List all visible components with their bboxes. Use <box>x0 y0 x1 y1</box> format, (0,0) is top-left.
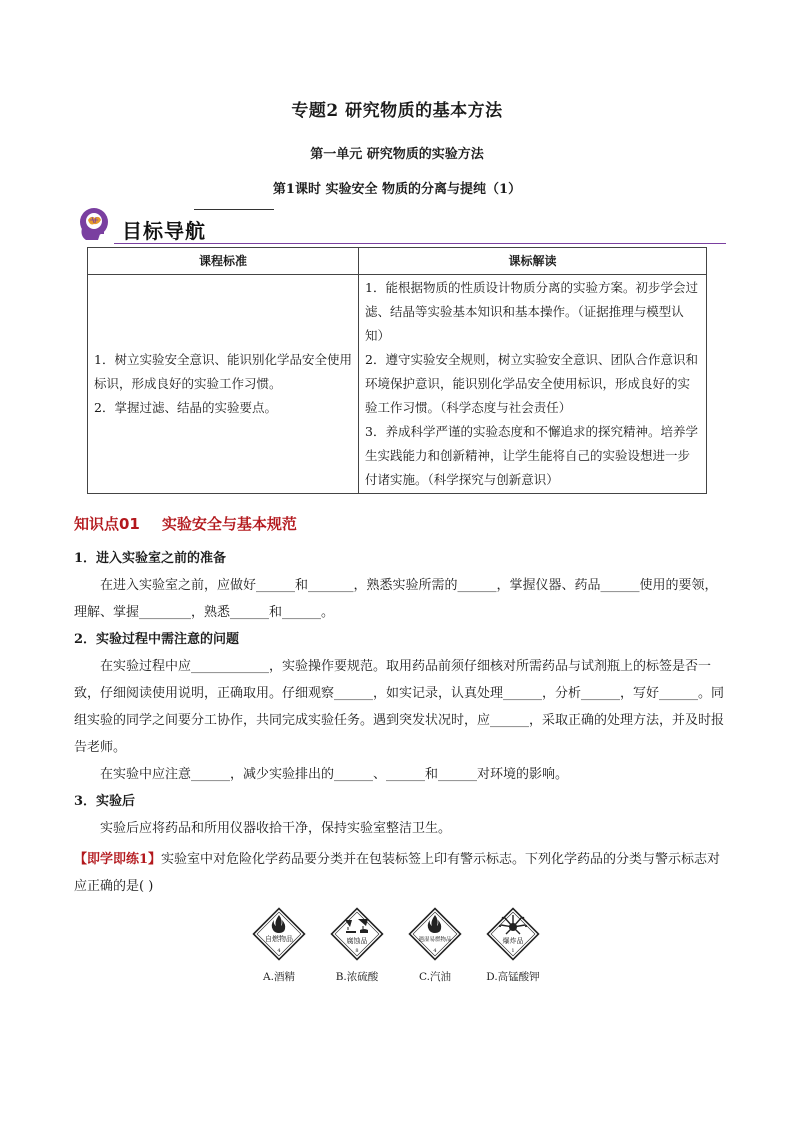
hazard-sign-label: 遇湿易燃物品 <box>418 937 452 943</box>
nav-top-rule <box>194 209 274 210</box>
target-navigation-header <box>74 202 724 246</box>
hazard-sign-label: 爆炸品 <box>502 937 524 945</box>
hazard-sign-b <box>326 905 388 984</box>
hazard-sign-a <box>248 905 310 984</box>
exercise-question: 实验室中对危险化学药品要分类并在包装标签上印有警示标志。下列化学药品的分类与警示标志对应正确的是( ) <box>74 852 721 894</box>
option-caption: A.酒精 <box>263 971 295 983</box>
knowledge-point-title: 实验安全与基本规范 <box>161 515 297 533</box>
hazard-sign-c <box>404 905 466 984</box>
option-caption: C.汽油 <box>419 971 451 983</box>
section-paragraph: 在实验中应注意______，减少实验排出的______、______和______对环境的影响。 <box>100 767 569 782</box>
nav-title: 目标导航 <box>122 219 206 243</box>
interpretation-item: 2．遵守实验安全规则，树立实验安全意识、团队合作意识和环境保护意识，能识别化学品安全使用标识，形成良好的实验工作习惯。（科学态度与社会责任） <box>365 352 698 415</box>
goals-header-interpretation: 课标解读 <box>359 248 707 275</box>
standard-item: 1．树立实验安全意识、能识别化学品安全使用标识，形成良好的实验工作习惯。 <box>94 352 352 391</box>
section-title: 3．实验后 <box>74 794 136 809</box>
hazard-class-number: 1 <box>511 948 515 954</box>
lesson-title: 第1课时 实验安全 物质的分离与提纯（1） <box>272 182 522 197</box>
interpretation-item: 1．能根据物质的性质设计物质分离的实验方案。初步学会过滤、结晶等实验基本知识和基本操作。（证据推理与模型认知） <box>365 280 698 343</box>
unit-title: 第一单元 研究物质的实验方法 <box>310 147 484 162</box>
section-title: 1．进入实验室之前的准备 <box>74 551 227 566</box>
explosion-icon <box>484 905 542 963</box>
exercise-block <box>74 846 724 900</box>
hazard-sign-d <box>482 905 544 984</box>
standard-item: 2．掌握过滤、结晶的实验要点。 <box>94 400 277 415</box>
goals-table-row <box>88 275 707 494</box>
exercise-tag: 【即学即练1】 <box>74 852 162 867</box>
hazard-signs <box>248 905 548 995</box>
hazard-sign-label: 腐蚀品 <box>346 937 368 945</box>
corrosive-icon <box>328 905 386 963</box>
goals-table <box>87 247 707 494</box>
hazard-class-number: 4 <box>433 948 437 954</box>
goals-header-standard: 课程标准 <box>88 248 359 275</box>
goals-table-header-row <box>88 248 707 275</box>
interpretation-item: 3．养成科学严谨的实验态度和不懈追求的探究精神。培养学生实践能力和创新精神，让学生能将自己的实验设想进一步付诸实施。（科学探究与创新意识） <box>365 424 698 487</box>
standards-cell <box>88 275 359 494</box>
brain-head-icon <box>76 206 112 242</box>
nav-bottom-rule <box>114 243 726 244</box>
flame-icon <box>250 905 308 963</box>
section-paragraph: 在实验过程中应____________，实验操作要规范。取用药品前须仔细核对所需药品与试剂瓶上的标签是否一致，仔细阅读使用说明，正确取用。仔细观察______，如实记录，认真处理______，分析______，写好______。同组实验的同学之间要分工协作，共同完成实验任务。遇到突发状况时，应______，采取正确的处理方法，并及时报告老师。 <box>74 659 725 755</box>
interpretations-cell <box>359 275 707 494</box>
section-title: 2．实验过程中需注意的问题 <box>74 632 240 647</box>
section-paragraph: 实验后应将药品和所用仪器收拾干净，保持实验室整洁卫生。 <box>100 821 452 836</box>
option-caption: B.浓硫酸 <box>335 971 379 983</box>
knowledge-point-label: 知识点01 <box>74 515 140 533</box>
section-paragraph: 在进入实验室之前，应做好______和_______，熟悉实验所需的______，掌握仪器、药品______使用的要领，理解、掌握________，熟悉______和______。 <box>74 578 718 620</box>
hazard-class-number: 8 <box>355 948 359 954</box>
knowledge-point-heading <box>74 513 297 534</box>
option-caption: D.高锰酸钾 <box>486 971 540 983</box>
hazard-sign-label: 自燃物品 <box>265 935 293 943</box>
hazard-class-number: 4 <box>277 948 281 954</box>
page-title: 专题2 研究物质的基本方法 <box>291 101 503 121</box>
knowledge-body <box>74 545 724 842</box>
flame-icon <box>406 905 464 963</box>
